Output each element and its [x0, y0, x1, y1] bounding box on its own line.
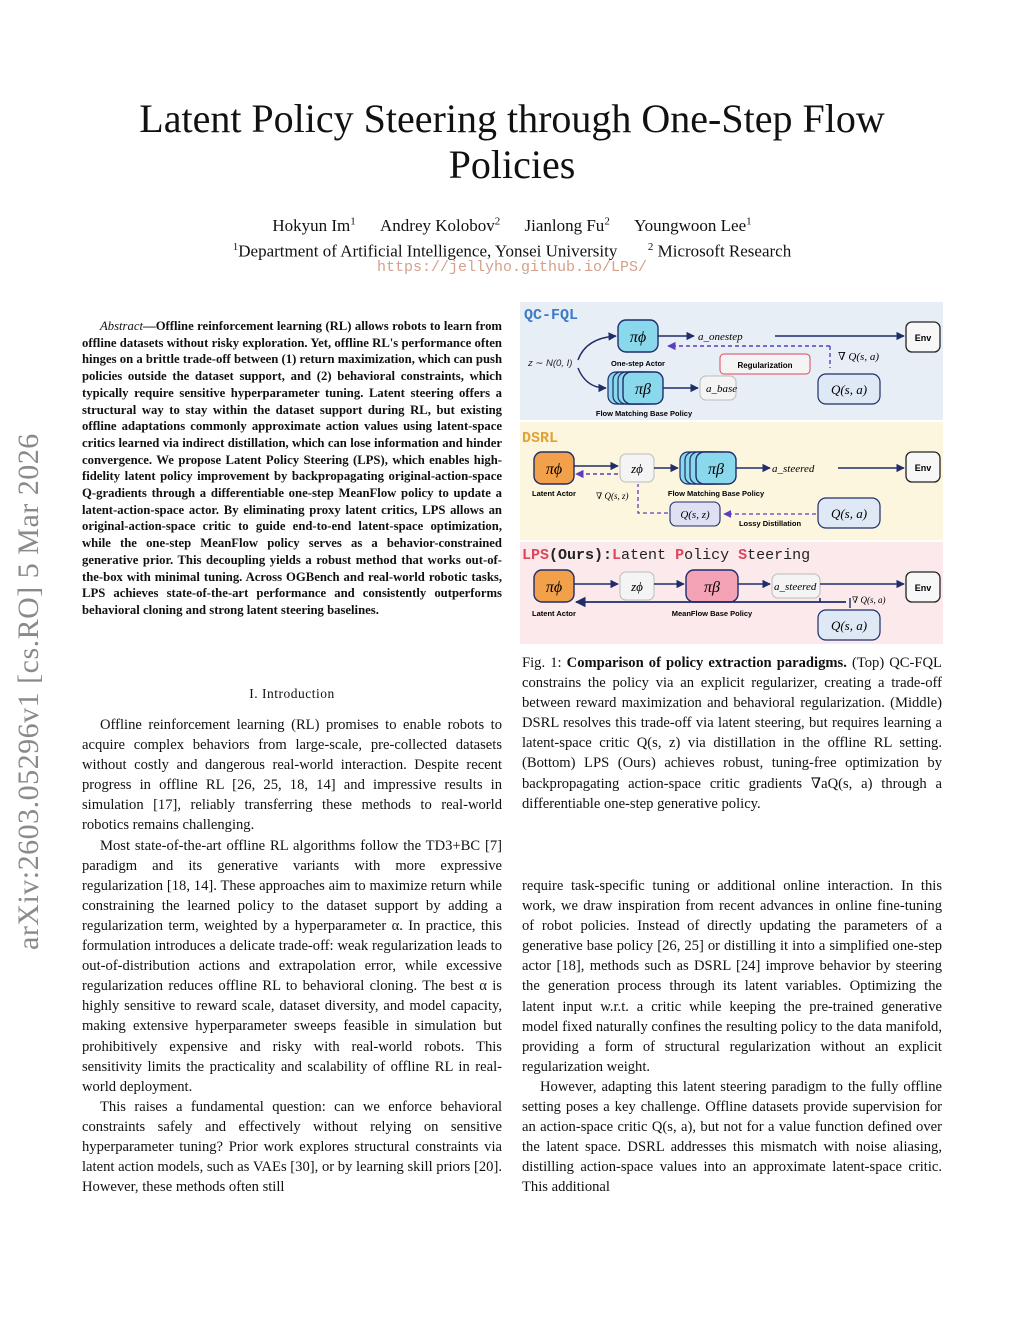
grad-q-label: ∇ Q(s, a) [852, 595, 886, 605]
author: Youngwoon Lee$^1$ [634, 215, 752, 235]
abstract [82, 318, 502, 619]
z-phi-label: zϕ [631, 579, 643, 594]
flow-matching-label: Flow Matching Base Policy [667, 489, 765, 498]
project-url-link[interactable]: https://jellyho.github.io/LPS/ [376, 259, 648, 276]
affiliations: $^1$Department of Artificial Intelligence, Yonsei University $^2$ Microsoft Research [232, 241, 792, 261]
critic-q-label: Q(s, a) [830, 382, 868, 397]
z-phi-label: zϕ [631, 461, 643, 476]
a-steered-label: a_steered [774, 581, 817, 593]
grad-qz-label: ∇ Q(s, z) [596, 491, 629, 501]
pi-phi-symbol: πϕ [545, 579, 563, 596]
left-column-body [82, 715, 502, 1197]
abstract-text: —Offline reinforcement learning (RL) allows robots to learn from offline datasets without risky exploration. Yet, offline RL's performance often hinges on a brittle trade-off between (1) return maximization, which can push policies outside the dataset support, and (2) behavioral constraints, which typically require sensitive hyperparameter tuning. Latent steering offers a structural way to stay within the dataset support during RL, but existing offline adaptations commonly approximate action values using latent-space critics learned via indirect distillation, which can lose information and hinder convergence. We propose Latent Policy Steering (LPS), which enables high-fidelity latent policy improvement by backpropagating original-action-space Q-gradients through a differentiable one-step MeanFlow policy to update a latent-action-space actor. By eliminating proxy latent critics, LPS allows an original-action-space critic to guide end-to-end latent-space optimization, while the one-step MeanFlow policy serves as a behavior-constrained generative prior. This decoupling yields a robust method that works out-of-the-box with minimal tuning. Across OGBench and real-world robotic tasks, LPS achieves state-of-the-art performance and consistently outperforms behavioral cloning and strong latent steering baselines. [82, 319, 502, 617]
abstract-label: Abstract [100, 319, 143, 333]
regularization-label: Regularization [737, 361, 793, 370]
latent-actor-label: Latent Actor [532, 489, 576, 498]
meanflow-label: MeanFlow Base Policy [671, 609, 753, 618]
paragraph: require task-specific tuning or additional online interaction. In this work, we draw inspiration from recent advances in online fine-tuning of robot policies. Instead of directly updating the parameters of a generative base policy [26, 25] or distilling it into a simplified one-step actor [18], methods such as DSRL [24] improve behavior by steering the generation process through its latent variables. Optimizing the latent input w.r.t. a critic while keeping the pre-trained generative model fixed naturally confines the resulting policy to the data manifold, providing a form of structural regularization without an explicit regularization weight. [522, 878, 942, 1075]
figure-caption [522, 653, 942, 814]
latent-actor-label: Latent Actor [532, 609, 576, 618]
critic-q-label: Q(s, a) [830, 618, 868, 633]
author: Jianlong Fu$^2$ [524, 215, 610, 235]
panel-qcfql-title: QC-FQL [524, 307, 579, 324]
pi-phi-symbol: πϕ [629, 329, 647, 346]
a-onestep-label: a_onestep [698, 331, 743, 343]
env-label: Env [914, 583, 932, 593]
noise-label: z ∼ N(0, I) [528, 358, 573, 369]
panel-lps-title: LPS(Ours):Latent Policy Steering [522, 547, 811, 564]
arxiv-identifier: arXiv:2603.05296v1 [cs.RO] 5 Mar 2026 [12, 433, 45, 950]
paragraph: This raises a fundamental question: can we enforce behavioral constraints safely and effectively without relying on sensitive hyperparameter tuning? Prior work explores structural constraints via latent action models, such as VAEs [30], or by learning skill priors [20]. However, these methods often still [82, 1098, 502, 1196]
a-steered-label: a_steered [772, 463, 815, 475]
grad-q-label: ∇ Q(s, a) [838, 351, 879, 363]
lossy-distillation-label: Lossy Distillation [738, 519, 802, 528]
env-label: Env [914, 333, 932, 343]
paper-title: Latent Policy Steering through One-Step Flow Policies [139, 96, 885, 187]
caption-label: Fig. 1: [522, 655, 562, 671]
panel-dsrl-title: DSRL [522, 430, 559, 447]
caption-text: (Top) QC-FQL constrains the policy via an explicit regularizer, creating a trade-off between reward maximization and behavioral regularization. (Middle) DSRL resolves this trade-off via latent steering, but requires learning a latent-space critic Q(s, z) via distillation in the offline RL setting. (Bottom) LPS (Ours) achieves robust, tuning-free optimization by backpropagating action-space critic gradients ∇aQ(s, a) through a differentiable one-step generative policy. [522, 655, 942, 812]
author-list [120, 210, 904, 237]
section-heading: I. Introduction [249, 686, 335, 701]
paragraph: Offline reinforcement learning (RL) promises to enable robots to acquire complex behaviors from large-scale, pre-collected datasets without costly and dangerous real-world interaction. Despite recent progress in offline RL [26, 25, 18, 14] and impressive results in simulation [17], reliably transferring these methods to real-world robotics remains challenging. [82, 717, 502, 834]
pi-beta-symbol: πβ [704, 579, 720, 596]
right-column-body [522, 876, 942, 1198]
author: Andrey Kolobov$^2$ [380, 215, 501, 235]
paragraph: However, adapting this latent steering paradigm to the fully offline setting poses a key challenge. Offline datasets provide supervision for an action-space critic Q(s, a), but not for a value function defined over the latent space. DSRL addresses this mismatch with noise aliasing, distilling action-space values into an approximate latent-space critic. This additional [522, 1078, 942, 1196]
critic-q-label: Q(s, a) [830, 506, 868, 521]
caption-bold: Comparison of policy extraction paradigms. [566, 655, 847, 671]
paragraph: Most state-of-the-art offline RL algorithms follow the TD3+BC [7] paradigm and its generative variants with more expressive regularization [18, 14]. These approaches aim to maximize return while constraining the learned policy to the dataset support by adding a regularization term, weighted by a hyperparameter α. In practice, this formulation introduces a delicate trade-off: weak regularization leads to out-of-distribution actions and extrapolation error, while excessive regularization reduces offline RL to behavioral cloning. The best α is highly sensitive to reward scale, dataset diversity, and model capacity, making extensive hyperparameter sweeps feasible in simulation but prohibitively expensive and risky with real-world robots. This sensitivity limits the practicality and scalability of offline RL in real-world deployment. [82, 837, 502, 1095]
pi-beta-symbol: πβ [708, 461, 724, 478]
env-label: Env [914, 463, 932, 473]
figure-1-diagram [520, 302, 943, 644]
pi-phi-symbol: πϕ [545, 461, 563, 478]
one-step-actor-label: One-step Actor [611, 359, 665, 368]
author: Hokyun Im$^1$ [272, 215, 356, 235]
latent-critic-label: Q(s, z) [680, 509, 710, 521]
pi-beta-symbol: πβ [635, 381, 651, 398]
flow-matching-label: Flow Matching Base Policy [595, 409, 693, 418]
a-base-label: a_base [706, 383, 738, 395]
